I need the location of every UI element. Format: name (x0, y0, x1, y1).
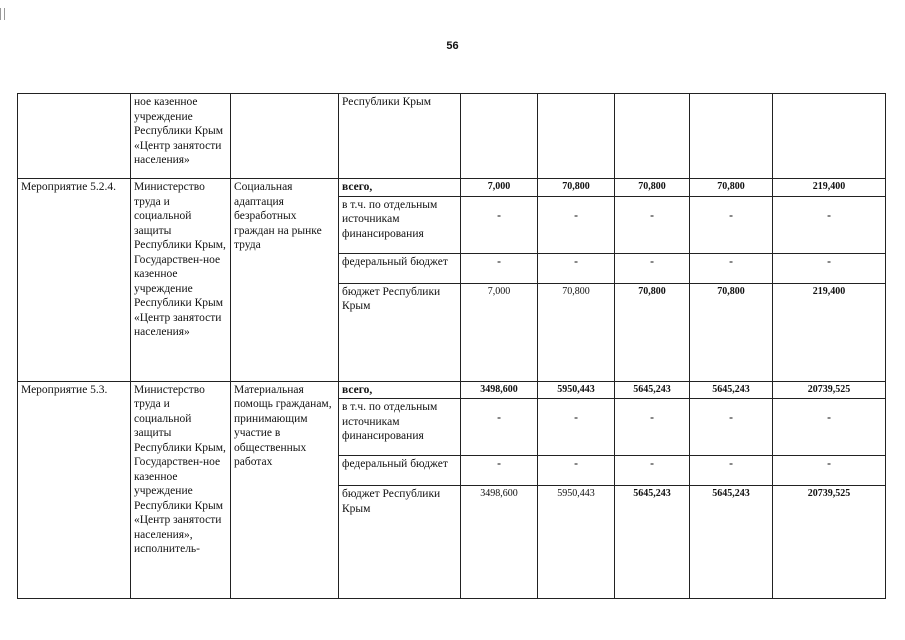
measure-name-cell: Мероприятие 5.2.4. (18, 179, 131, 382)
value-cell: - (690, 456, 773, 486)
value-cell: - (461, 196, 538, 253)
value-cell: 5645,243 (690, 486, 773, 599)
description-cell (231, 94, 339, 179)
description-cell: Материальная помощь гражданам, принимающим участие в общественных работах (231, 381, 339, 599)
value-cell: - (773, 196, 886, 253)
value-cell: - (538, 253, 615, 283)
value-cell: 7,000 (461, 283, 538, 381)
source-cell: всего, (339, 179, 461, 197)
value-cell: 3498,600 (461, 486, 538, 599)
measure-name-cell (18, 94, 131, 179)
page-number: 56 (446, 40, 459, 52)
source-cell: всего, (339, 381, 461, 399)
value-cell: 5645,243 (615, 381, 690, 399)
source-cell: в т.ч. по отдельным источникам финансирования (339, 196, 461, 253)
value-cell: 5950,443 (538, 486, 615, 599)
value-cell: - (773, 253, 886, 283)
value-cell: - (773, 399, 886, 456)
value-cell: 7,000 (461, 179, 538, 197)
value-cell: 70,800 (538, 283, 615, 381)
table-row (18, 179, 886, 197)
value-cell: - (690, 399, 773, 456)
value-cell: 70,800 (615, 283, 690, 381)
value-cell (538, 94, 615, 179)
source-cell: федеральный бюджет (339, 456, 461, 486)
value-cell: - (461, 399, 538, 456)
value-cell: 20739,525 (773, 486, 886, 599)
value-cell: - (615, 399, 690, 456)
table-row (18, 94, 886, 179)
value-cell: - (690, 196, 773, 253)
value-cell: - (615, 253, 690, 283)
scan-corner-mark (0, 8, 5, 20)
source-cell: федеральный бюджет (339, 253, 461, 283)
value-cell (615, 94, 690, 179)
value-cell: 219,400 (773, 283, 886, 381)
value-cell: 70,800 (538, 179, 615, 197)
value-cell: 5645,243 (615, 486, 690, 599)
value-cell: 70,800 (690, 179, 773, 197)
value-cell: 5950,443 (538, 381, 615, 399)
source-cell: в т.ч. по отдельным источникам финансирования (339, 399, 461, 456)
value-cell (773, 94, 886, 179)
value-cell: - (773, 456, 886, 486)
value-cell: 3498,600 (461, 381, 538, 399)
value-cell: - (690, 253, 773, 283)
value-cell (461, 94, 538, 179)
source-cell: бюджет Республики Крым (339, 486, 461, 599)
value-cell (690, 94, 773, 179)
value-cell: 219,400 (773, 179, 886, 197)
value-cell: - (538, 399, 615, 456)
value-cell: - (615, 196, 690, 253)
budget-table (17, 93, 886, 599)
value-cell: - (615, 456, 690, 486)
executor-cell: Министерство труда и социальной защиты Республики Крым, Государствен-ное казенное учреждение Республики Крым «Центр занятости населения» (131, 179, 231, 382)
value-cell: 20739,525 (773, 381, 886, 399)
executor-cell: ное казенное учреждение Республики Крым «Центр занятости населения» (131, 94, 231, 179)
source-cell: Республики Крым (339, 94, 461, 179)
value-cell: 70,800 (690, 283, 773, 381)
value-cell: - (538, 456, 615, 486)
measure-name-cell: Мероприятие 5.3. (18, 381, 131, 599)
description-cell: Социальная адаптация безработных граждан на рынке труда (231, 179, 339, 382)
value-cell: 5645,243 (690, 381, 773, 399)
value-cell: - (538, 196, 615, 253)
executor-cell: Министерство труда и социальной защиты Республики Крым, Государствен-ное казенное учреждение Республики Крым «Центр занятости населения», исполнитель- (131, 381, 231, 599)
source-cell: бюджет Республики Крым (339, 283, 461, 381)
value-cell: - (461, 253, 538, 283)
table-row (18, 381, 886, 399)
value-cell: - (461, 456, 538, 486)
value-cell: 70,800 (615, 179, 690, 197)
